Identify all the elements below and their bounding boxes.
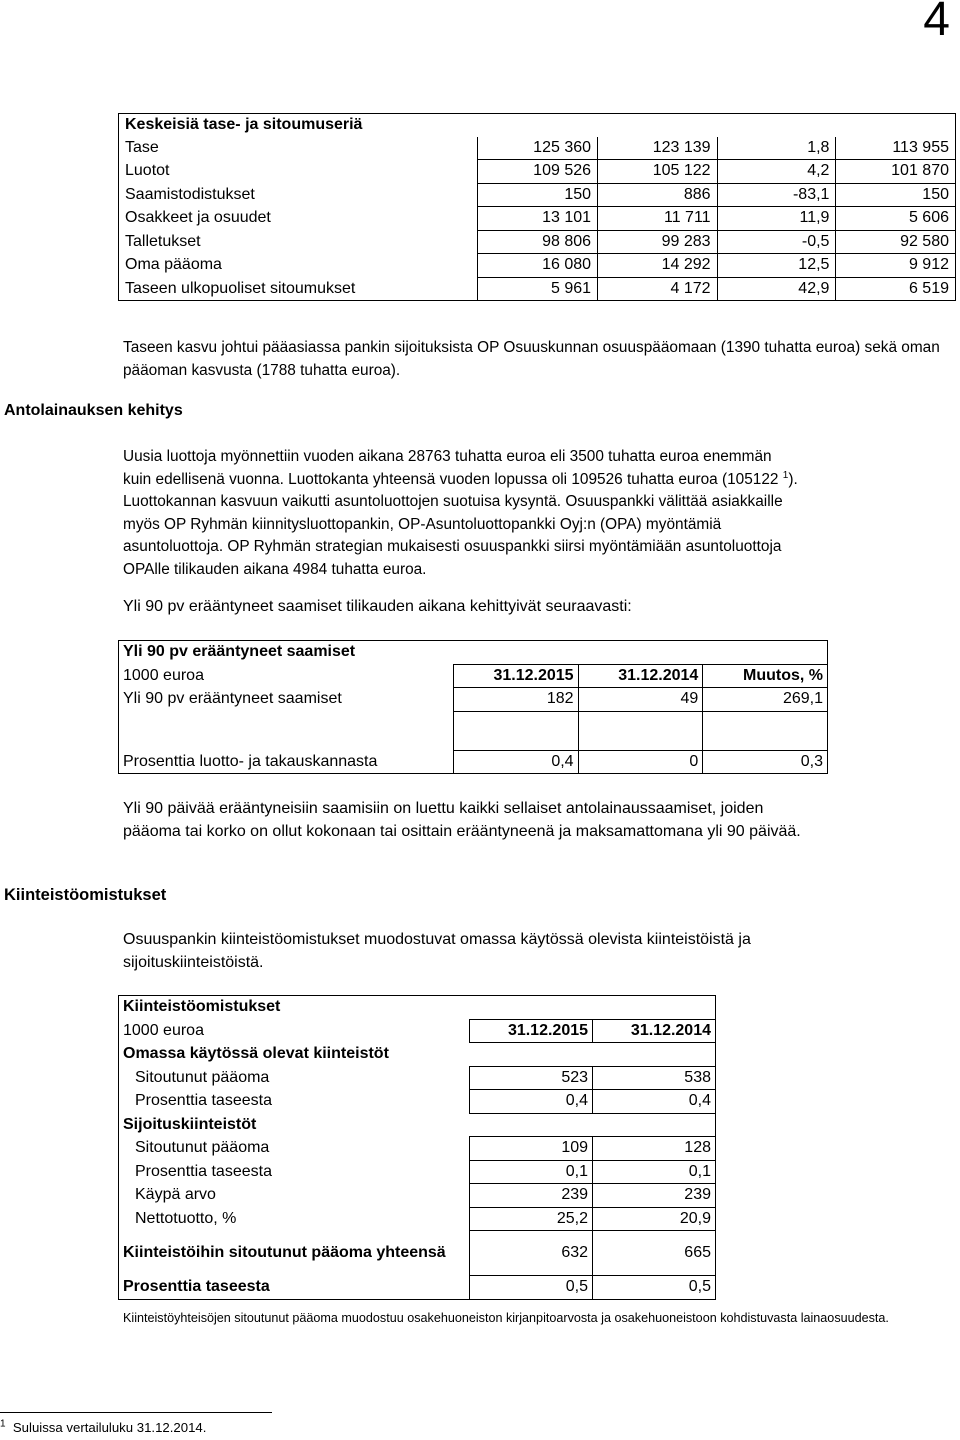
text-line: OPAlle tilikauden aikana 4984 tuhatta euroa. [123, 560, 427, 578]
table-row [119, 1066, 716, 1090]
footnote-ref: 1 [782, 469, 789, 481]
overdue-table [118, 640, 828, 774]
table-header-row [119, 664, 828, 688]
overdue-table-title: Yli 90 pv erääntyneet saamiset [123, 643, 356, 661]
text-line: Luottokannan kasvuun vaikutti asuntoluottojen suotuisa kysyntä. Osuuspankki välittää asiakkaille [123, 493, 783, 510]
cell-value: 239 [470, 1184, 593, 1208]
row-label: Sitoutunut pääoma [135, 1139, 270, 1157]
real-estate-paragraph [123, 929, 751, 974]
cell-value: 113 955 [836, 137, 956, 160]
key-items-title: Keskeisiä tase- ja sitoumuseriä [125, 116, 363, 134]
footnote-divider [0, 1412, 272, 1413]
cell-value: 101 870 [836, 160, 956, 184]
table-row [119, 688, 828, 712]
cell-value: 538 [593, 1066, 716, 1090]
cell-value: 128 [593, 1137, 716, 1161]
section-heading-row [119, 1043, 716, 1067]
table-row [119, 1231, 716, 1276]
property-note: Kiinteistöyhteisöjen sitoutunut pääoma muodostuu osakehuoneiston kirjanpitoarvosta ja osakehuoneistoon kohdistuvasta lainaosuudesta. [123, 1311, 889, 1325]
cell-value: 150 [836, 183, 956, 207]
column-header: 31.12.2015 [470, 1019, 593, 1043]
table-title-row [119, 114, 956, 137]
real-estate-heading: Kiinteistöomistukset [4, 886, 167, 904]
text-line: Osuuspankin kiinteistöomistukset muodostuvat omassa käytössä olevista kiinteistöistä ja [123, 931, 751, 948]
cell-value: 632 [470, 1231, 593, 1276]
cell-value: 42,9 [717, 277, 836, 301]
table-row [119, 137, 956, 160]
table-row [119, 1207, 716, 1231]
cell-value: 109 526 [478, 160, 598, 184]
cell-value: 269,1 [703, 688, 828, 712]
cell-value: 0,4 [470, 1090, 593, 1114]
cell-value: 182 [453, 688, 578, 712]
cell-value: 6 519 [836, 277, 956, 301]
key-items-table [118, 113, 956, 301]
balance-growth-paragraph: Taseen kasvu johtui pääasiassa pankin sijoituksista OP Osuuskunnan osuuspääomaan (1390 tuhatta euroa) sekä oman pääoman kasvusta (1788 tuhatta euroa). [123, 339, 940, 379]
cell-value: 0,4 [593, 1090, 716, 1114]
footnote-marker: 1 [0, 1418, 6, 1430]
cell-value: 4,2 [717, 160, 836, 184]
table-row [119, 230, 956, 254]
table-row [119, 277, 956, 301]
cell-value: 11,9 [717, 207, 836, 231]
row-label: Nettotuotto, % [135, 1209, 237, 1227]
cell-value: 0,4 [453, 750, 578, 774]
cell-value: 105 122 [598, 160, 718, 184]
text-line: asuntoluottoja. OP Ryhmän strategian mukaisesti osuuspankki siirsi myöntämiään asuntoluottoja [123, 538, 782, 555]
property-table-title: Kiinteistöomistukset [123, 998, 281, 1016]
own-use-heading: Omassa käytössä olevat kiinteistöt [123, 1045, 389, 1063]
row-label: Tase [125, 139, 159, 156]
table-row [119, 1276, 716, 1300]
text-fragment: ). [788, 470, 798, 488]
cell-value: 239 [593, 1184, 716, 1208]
cell-value: 13 101 [478, 207, 598, 231]
overdue-definition [123, 798, 801, 843]
cell-value: 5 961 [478, 277, 598, 301]
footnote-text: Suluissa vertailuluku 31.12.2014. [12, 1420, 207, 1435]
cell-value: 0,1 [470, 1160, 593, 1184]
cell-value: 523 [470, 1066, 593, 1090]
table-row [119, 183, 956, 207]
text-line: pääoma tai korko on ollut kokonaan tai osittain erääntyneenä ja maksamattomana yli 90 päivää. [123, 822, 801, 840]
cell-value: 11 711 [598, 207, 718, 231]
cell-value: -83,1 [717, 183, 836, 207]
cell-value: 20,9 [593, 1207, 716, 1231]
property-table [118, 995, 716, 1300]
page-number: 4 [923, 0, 950, 46]
table-title-row [119, 996, 716, 1020]
row-label: Osakkeet ja osuudet [125, 209, 271, 227]
text-line: sijoituskiinteistöistä. [123, 953, 264, 971]
cell-value: 886 [598, 183, 718, 207]
cell-value: 0,5 [593, 1276, 716, 1300]
footnote [0, 1420, 206, 1435]
unit-label: 1000 euroa [123, 1021, 204, 1039]
cell-value: 49 [578, 688, 703, 712]
cell-value: 12,5 [717, 254, 836, 278]
text-line [123, 469, 798, 492]
cell-value: 123 139 [598, 137, 718, 160]
row-label: Saamistodistukset [125, 185, 255, 203]
cell-value: 25,2 [470, 1207, 593, 1231]
row-label: Talletukset [125, 232, 201, 250]
table-title-row [119, 641, 828, 665]
overdue-intro: Yli 90 pv erääntyneet saamiset tilikauden aikana kehittyivät seuraavasti: [123, 598, 632, 615]
text-line: myös OP Ryhmän kiinnitysluottopankin, OP-Asuntoluottopankki Oyj:n (OPA) myöntämiä [123, 515, 722, 533]
cell-value: 14 292 [598, 254, 718, 278]
table-row [119, 160, 956, 184]
row-label: Sitoutunut pääoma [135, 1068, 270, 1086]
cell-value: 92 580 [836, 230, 956, 254]
lending-heading: Antolainauksen kehitys [4, 402, 183, 419]
cell-value: 150 [478, 183, 598, 207]
column-header: 31.12.2014 [578, 664, 703, 688]
table-row [119, 207, 956, 231]
cell-value: 665 [593, 1231, 716, 1276]
cell-value: 4 172 [598, 277, 718, 301]
column-header: 31.12.2014 [593, 1019, 716, 1043]
row-label: Prosenttia taseesta [135, 1092, 272, 1110]
row-label: Prosenttia luotto- ja takauskannasta [123, 752, 378, 770]
column-header: 31.12.2015 [453, 664, 578, 688]
text-line: Uusia luottoja myönnettiin vuoden aikana 28763 tuhatta euroa eli 3500 tuhatta euroa enemmän [123, 448, 772, 465]
text-line: Yli 90 päivää erääntyneisiin saamisiin on luettu kaikki sellaiset antolainaussaamiset, joiden [123, 800, 764, 817]
cell-value: 125 360 [478, 137, 598, 160]
table-spacer-row [119, 711, 828, 750]
row-label: Käypä arvo [135, 1186, 216, 1204]
cell-value: 99 283 [598, 230, 718, 254]
row-label: Kiinteistöihin sitoutunut pääoma yhteensä [123, 1244, 446, 1261]
row-label: Prosenttia taseesta [135, 1162, 272, 1180]
lending-paragraph [123, 446, 798, 581]
table-row [119, 254, 956, 278]
row-label: Luotot [125, 162, 170, 180]
column-header: Muutos, % [703, 664, 828, 688]
cell-value: 98 806 [478, 230, 598, 254]
row-label: Oma pääoma [125, 256, 222, 274]
cell-value: 16 080 [478, 254, 598, 278]
table-row [119, 1184, 716, 1208]
row-label: Yli 90 pv erääntyneet saamiset [123, 690, 342, 708]
row-label: Taseen ulkopuoliset sitoumukset [125, 279, 356, 297]
table-row [119, 1090, 716, 1114]
table-header-row [119, 1019, 716, 1043]
cell-value: 0,3 [703, 750, 828, 774]
unit-label: 1000 euroa [123, 666, 204, 684]
cell-value: 1,8 [717, 137, 836, 160]
investment-heading: Sijoituskiinteistöt [123, 1115, 257, 1133]
row-label: Prosenttia taseesta [123, 1278, 270, 1295]
cell-value: 0 [578, 750, 703, 774]
cell-value: -0,5 [717, 230, 836, 254]
table-row [119, 1160, 716, 1184]
cell-value: 0,5 [470, 1276, 593, 1300]
table-row [119, 1137, 716, 1161]
table-row [119, 750, 828, 774]
cell-value: 109 [470, 1137, 593, 1161]
cell-value: 9 912 [836, 254, 956, 278]
text-fragment: kuin edellisenä vuonna. Luottokanta yhteensä vuoden lopussa oli 109526 tuhatta euroa (105122 [123, 470, 779, 488]
cell-value: 0,1 [593, 1160, 716, 1184]
cell-value: 5 606 [836, 207, 956, 231]
section-heading-row [119, 1113, 716, 1137]
